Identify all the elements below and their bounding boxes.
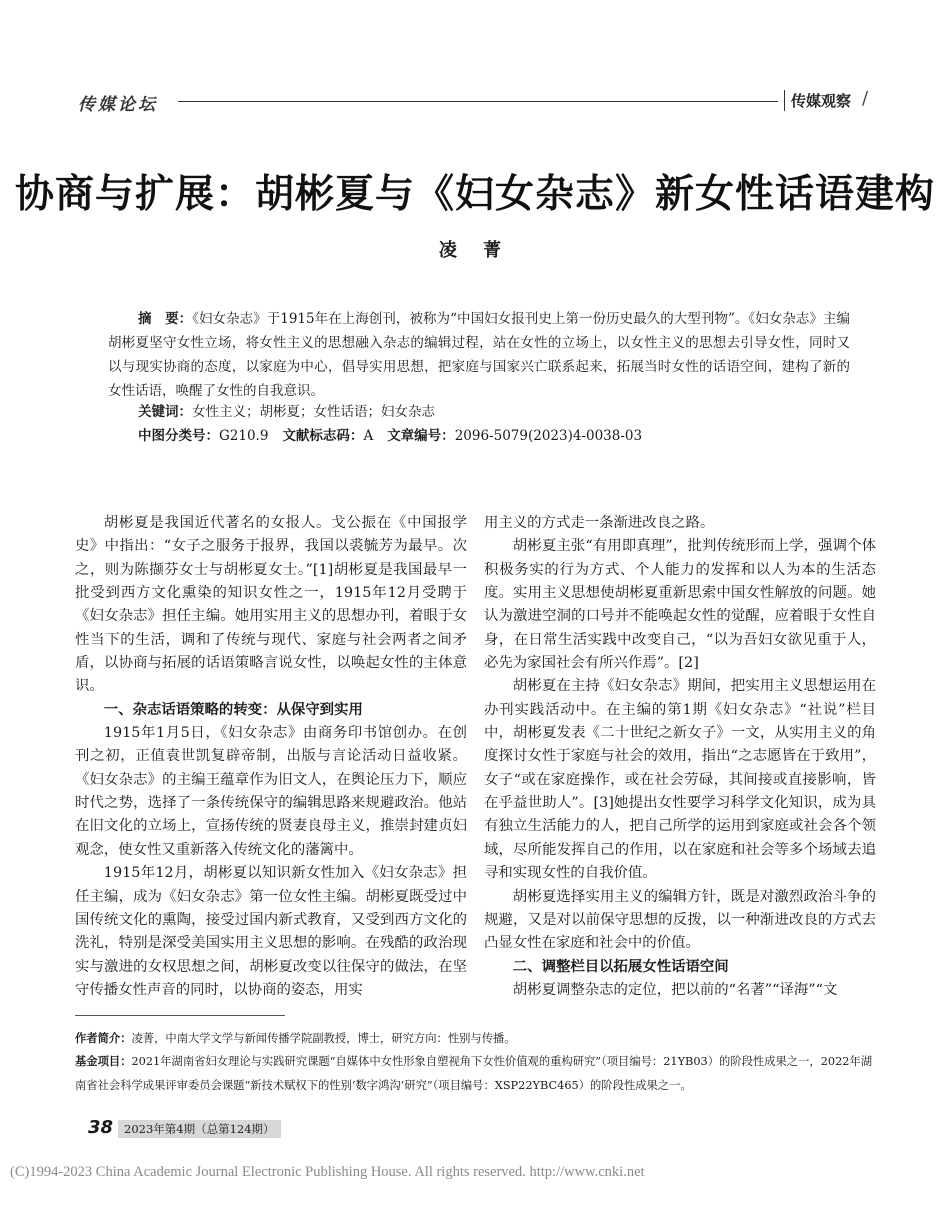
keywords [138, 400, 435, 424]
article-id-label: 文章编号： [387, 428, 455, 444]
fund-note-label: 基金项目： [75, 1055, 132, 1068]
issue-label: 2023年第4期（总第124期） [118, 1120, 281, 1138]
copyright-watermark: (C)1994-2023 China Academic Journal Electronic Publishing House. All rights reserved. http://www.cnki.net [10, 1164, 645, 1180]
section-name: 传媒观察 [784, 90, 851, 111]
article-author: 凌 菁 [438, 240, 512, 261]
body-column-right [484, 512, 876, 1002]
abstract [108, 307, 850, 403]
section-heading-2: 二、调整栏目以拓展女性话语空间 [512, 958, 729, 975]
keywords-text: 女性主义；胡彬夏；女性话语；妇女杂志 [192, 404, 435, 420]
keywords-label: 关键词： [138, 404, 192, 420]
paragraph: 胡彬夏调整杂志的定位，把以前的“名著”“译海”“文 [512, 981, 838, 998]
article-title: 协商与扩展：胡彬夏与《妇女杂志》新女性话语建构 [14, 171, 935, 217]
paragraph: 胡彬夏是我国近代著名的女报人。戈公振在《中国报学史》中指出：“女子之服务于报界，我国以裘毓芳为最早。次之，则为陈撷芬女士与胡彬夏女士。”[1]胡彬夏是我国最早一批受到西方文化熏染的知识女性之一，1915年12月受聘于《妇女杂志》担任主编。她用实用主义的思想办刊，着眼于女性当下的生活，调和了传统与现代、家庭与社会两者之间矛盾，以协商与拓展的话语策略言说女性，以唤起女性的主体意识。 [75, 515, 467, 695]
footnote-rule [75, 1015, 285, 1016]
article-id-value: 2096-5079(2023)4-0038-03 [454, 428, 643, 444]
paragraph: 胡彬夏主张“有用即真理”，批判传统形而上学，强调个体积极务实的行为方式、个人能力的发挥和以人为本的生活态度。实用主义思想使胡彬夏重新思索中国女性解放的问题。她认为激进空洞的口号并不能唤起女性的觉醒，应着眼于女性自身，在日常生活实践中改变自己，“以为吾妇女欲见重于人，必先为家国社会有所兴作焉”。[2] [484, 538, 876, 672]
abstract-text: 《妇女杂志》于1915年在上海创刊，被称为“中国妇女报刊史上第一份历史最久的大型刊物”。《妇女杂志》主编胡彬夏坚守女性立场，将女性主义的思想融入杂志的编辑过程，站在女性的立场上，以女性主义的思想去引导女性，同时又以与现实协商的态度，以家庭为中心，倡导实用思想，把家庭与国家兴亡联系起来，拓展当时女性的话语空间，建构了新的女性话语，唤醒了女性的自我意识。 [108, 311, 850, 399]
fund-note-text: 2021年湖南省妇女理论与实践研究课题“自媒体中女性形象自塑视角下女性价值观的重构研究”（项目编号：21YB03）的阶段性成果之一，2022年湖南省社会科学成果评审委员会课题“新技术赋权下的性别‘数字鸿沟’研究”（项目编号：XSP22YBC465）的阶段性成果之一。 [75, 1055, 873, 1092]
doc-code-value: A [363, 428, 374, 444]
body-column-left [75, 512, 467, 1002]
classification-line [138, 424, 642, 448]
page-number: 38 [88, 1117, 114, 1138]
paragraph: 1915年1月5日，《妇女杂志》由商务印书馆创办。在创刊之初，正值袁世凯复辟帝制，出版与言论活动日益收紧。《妇女杂志》的主编王蕴章作为旧文人，在舆论压力下，顺应时代之势，选择了一条传统保守的编辑思路来规避政治。他站在旧文化的立场上，宣扬传统的贤妻良母主义，推崇封建贞妇观念，使女性又重新落入传统文化的藩篱中。 [75, 725, 467, 858]
paragraph: 胡彬夏选择实用主义的编辑方针，既是对激烈政治斗争的规避，又是对以前保守思想的反拨，以一种渐进改良的方式去凸显女性在家庭和社会中的价值。 [484, 888, 876, 952]
author-note-text: 凌菁，中南大学文学与新闻传播学院副教授，博士，研究方向：性别与传播。 [131, 1032, 516, 1045]
class-value: G210.9 [219, 428, 269, 444]
fund-note [75, 1050, 875, 1098]
doc-code-label: 文献标志码： [282, 428, 364, 444]
header-rule [178, 101, 778, 102]
paragraph: 1915年12月，胡彬夏以知识新女性加入《妇女杂志》担任主编，成为《妇女杂志》第一位女性主编。胡彬夏既受过中国传统文化的熏陶，接受过国内新式教育，又受到西方文化的洗礼，特别是深受美国实用主义思想的影响。在残酷的政治现实与激进的女权思想之间，胡彬夏改变以往保守的做法，在坚守传播女性声音的同时，以协商的姿态，用实 [75, 865, 467, 998]
abstract-label: 摘 要： [138, 311, 193, 327]
section-heading-1: 一、杂志话语策略的转变：从保守到实用 [103, 701, 363, 718]
class-label: 中图分类号： [138, 428, 219, 444]
paragraph: 胡彬夏在主持《妇女杂志》期间，把实用主义思想运用在办刊实践活动中。在主编的第1期《妇女杂志》“社说”栏目中，胡彬夏发表《二十世纪之新女子》一文，从实用主义的角度探讨女性于家庭与社会的效用，指出“之志愿皆在于致用”，女子“或在家庭操作，或在社会劳碌，其间接或直接影响，皆在乎益世助人”。[3]她提出女性要学习科学文化知识，成为具有独立生活能力的人，把自己所学的运用到家庭或社会各个领域，尽所能发挥自己的作用，以在家庭和社会等多个场域去追寻和实现女性的自我价值。 [484, 678, 876, 882]
header-slash-ornament: / [862, 88, 869, 109]
journal-name: 传媒论坛 [78, 95, 158, 115]
author-note-label: 作者简介： [75, 1032, 132, 1045]
author-note [75, 1027, 875, 1051]
paragraph-continued: 用主义的方式走一条渐进改良之路。 [484, 515, 715, 531]
